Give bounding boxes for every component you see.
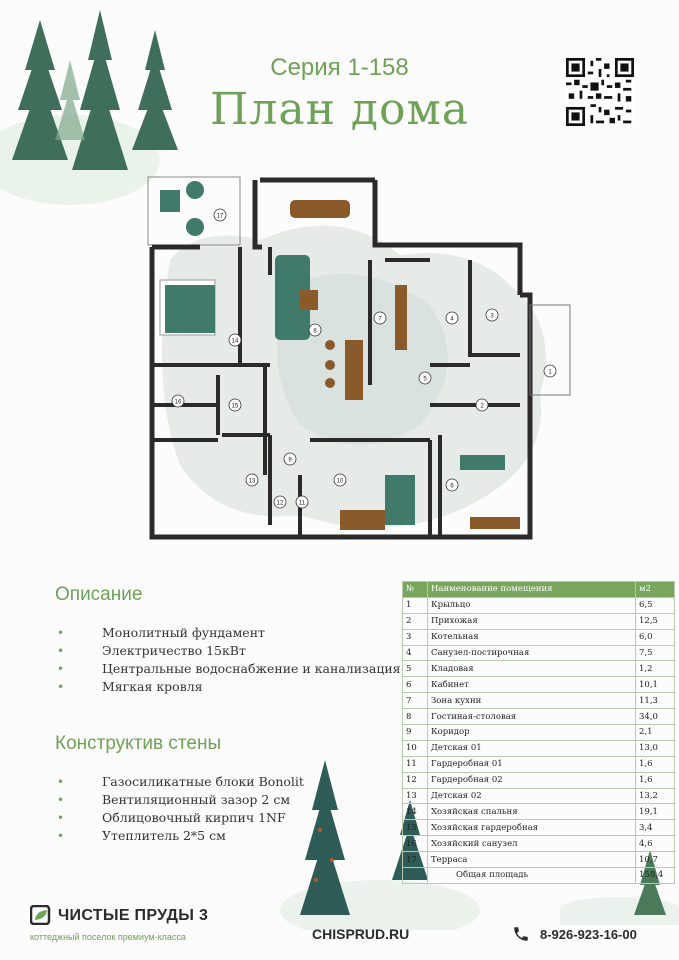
- room-number-label: 2: [480, 403, 484, 410]
- room-area-cell: 1,6: [636, 756, 675, 772]
- table-row: [403, 740, 675, 756]
- room-number-cell: 16: [403, 836, 428, 852]
- room-number-cell: 1: [403, 597, 428, 613]
- table-row: [403, 645, 675, 661]
- room-area-cell: 12,5: [636, 613, 675, 629]
- room-number-label: 16: [174, 399, 182, 406]
- room-number-marker: [374, 312, 386, 324]
- room-number-marker: [419, 372, 431, 384]
- header-area: м2: [636, 582, 675, 598]
- table-row: [403, 852, 675, 868]
- room-name-cell: Гостиная-столовая: [428, 709, 636, 725]
- table-row: [403, 756, 675, 772]
- description-title: Описание: [55, 584, 143, 605]
- room-area-cell: 1,2: [636, 661, 675, 677]
- room-number-label: 7: [378, 316, 382, 323]
- table-row: [403, 804, 675, 820]
- room-name-cell: Детская 01: [428, 740, 636, 756]
- room-name-cell: Кладовая: [428, 661, 636, 677]
- room-number-cell: 4: [403, 645, 428, 661]
- room-name-cell: Терраса: [428, 852, 636, 868]
- description-list: [57, 624, 401, 696]
- room-number-cell: 13: [403, 788, 428, 804]
- room-number-label: 4: [450, 316, 454, 323]
- room-area-cell: 2,1: [636, 725, 675, 741]
- table-row: [403, 661, 675, 677]
- table-row: [403, 709, 675, 725]
- room-number-label: 15: [231, 403, 239, 410]
- phone-icon: [512, 925, 530, 943]
- walls-item: • Вентиляционный зазор 2 см: [57, 791, 304, 809]
- room-number-cell: 14: [403, 804, 428, 820]
- description-item: • Центральные водоснабжение и канализация: [57, 660, 401, 678]
- room-number-marker: [334, 474, 346, 486]
- room-number-label: 9: [288, 457, 292, 464]
- table-row: [403, 629, 675, 645]
- room-area-cell: 10,1: [636, 677, 675, 693]
- room-number-label: 14: [231, 338, 239, 345]
- room-number-label: 13: [248, 478, 256, 485]
- room-number-marker: [446, 479, 458, 491]
- room-name-cell: Санузел-постирочная: [428, 645, 636, 661]
- room-number-marker: [214, 209, 226, 221]
- table-row: [403, 788, 675, 804]
- table-row: [403, 772, 675, 788]
- room-number-marker: [246, 474, 258, 486]
- room-number-cell: 11: [403, 756, 428, 772]
- total-empty-cell: [403, 868, 428, 884]
- room-area-cell: 13,0: [636, 740, 675, 756]
- floor-plan: [140, 165, 580, 550]
- room-area-cell: 34,0: [636, 709, 675, 725]
- room-name-cell: Прихожая: [428, 613, 636, 629]
- room-number-cell: 12: [403, 772, 428, 788]
- room-area-cell: 10,7: [636, 852, 675, 868]
- total-value: 158,4: [636, 868, 675, 884]
- room-number-label: 5: [423, 376, 427, 383]
- room-number-marker: [446, 312, 458, 324]
- room-name-cell: Кабинет: [428, 677, 636, 693]
- room-name-cell: Хозяйский санузел: [428, 836, 636, 852]
- room-number-cell: 2: [403, 613, 428, 629]
- room-number-cell: 17: [403, 852, 428, 868]
- room-number-marker: [486, 309, 498, 321]
- room-number-label: 6: [450, 483, 454, 490]
- total-label: Общая площадь: [428, 868, 636, 884]
- header-room-name: Наименование помещения: [428, 582, 636, 598]
- room-number-label: 10: [336, 478, 344, 485]
- room-area-cell: 13,2: [636, 788, 675, 804]
- room-area-cell: 1,6: [636, 772, 675, 788]
- room-name-cell: Детская 02: [428, 788, 636, 804]
- table-row: [403, 597, 675, 613]
- room-number-label: 1: [548, 369, 552, 376]
- room-number-marker: [229, 399, 241, 411]
- table-header-row: [403, 582, 675, 598]
- room-name-cell: Крыльцо: [428, 597, 636, 613]
- room-area-cell: 7,5: [636, 645, 675, 661]
- description-item: • Мягкая кровля: [57, 678, 401, 696]
- room-number-cell: 10: [403, 740, 428, 756]
- description-item: • Монолитный фундамент: [57, 624, 401, 642]
- brand-tagline: коттеджный поселок премиум-класса: [30, 932, 186, 942]
- phone-number[interactable]: 8-926-923-16-00: [540, 927, 637, 942]
- room-number-marker: [229, 334, 241, 346]
- room-number-marker: [309, 324, 321, 336]
- room-number-marker: [172, 395, 184, 407]
- table-row: [403, 836, 675, 852]
- room-number-cell: 8: [403, 709, 428, 725]
- rooms-table: [402, 581, 675, 884]
- website-link[interactable]: CHISPRUD.RU: [312, 926, 410, 942]
- room-number-label: 3: [490, 313, 494, 320]
- room-area-cell: 6,5: [636, 597, 675, 613]
- room-number-marker: [274, 496, 286, 508]
- header-number: №: [403, 582, 428, 598]
- room-number-cell: 9: [403, 725, 428, 741]
- room-number-cell: 6: [403, 677, 428, 693]
- page-title: План дома: [210, 84, 469, 135]
- brand-name: ЧИСТЫЕ ПРУДЫ 3: [58, 907, 209, 924]
- series-label: Серия 1-158: [270, 54, 409, 81]
- room-area-cell: 19,1: [636, 804, 675, 820]
- table-row: [403, 820, 675, 836]
- room-area-cell: 6,0: [636, 629, 675, 645]
- room-name-cell: Гардеробная 01: [428, 756, 636, 772]
- room-name-cell: Хозяйская спальня: [428, 804, 636, 820]
- room-number-marker: [296, 496, 308, 508]
- room-area-cell: 4,6: [636, 836, 675, 852]
- room-number-marker: [284, 453, 296, 465]
- room-area-cell: 3,4: [636, 820, 675, 836]
- room-number-marker: [476, 399, 488, 411]
- logo-leaf-icon: [30, 905, 52, 925]
- room-number-label: 12: [276, 500, 284, 507]
- room-name-cell: Зона кухни: [428, 693, 636, 709]
- room-number-cell: 3: [403, 629, 428, 645]
- room-name-cell: Коридор: [428, 725, 636, 741]
- room-name-cell: Хозяйская гардеробная: [428, 820, 636, 836]
- room-number-cell: 7: [403, 693, 428, 709]
- table-row: [403, 725, 675, 741]
- description-item: • Электричество 15кВт: [57, 642, 401, 660]
- room-number-cell: 5: [403, 661, 428, 677]
- room-name-cell: Гардеробная 02: [428, 772, 636, 788]
- room-number-marker: [544, 365, 556, 377]
- room-number-label: 17: [216, 213, 224, 220]
- table-row: [403, 677, 675, 693]
- room-name-cell: Котельная: [428, 629, 636, 645]
- qr-code[interactable]: [566, 58, 634, 126]
- room-number-label: 11: [298, 500, 306, 507]
- walls-title: Конструктив стены: [55, 733, 222, 754]
- room-area-cell: 11,3: [636, 693, 675, 709]
- table-total-row: [403, 868, 675, 884]
- table-row: [403, 693, 675, 709]
- walls-list: [57, 773, 304, 845]
- walls-item: • Облицовочный кирпич 1NF: [57, 809, 304, 827]
- table-row: [403, 613, 675, 629]
- room-number-cell: 15: [403, 820, 428, 836]
- walls-item: • Газосиликатные блоки Bonolit: [57, 773, 304, 791]
- room-number-label: 8: [313, 328, 317, 335]
- walls-item: • Утеплитель 2*5 см: [57, 827, 304, 845]
